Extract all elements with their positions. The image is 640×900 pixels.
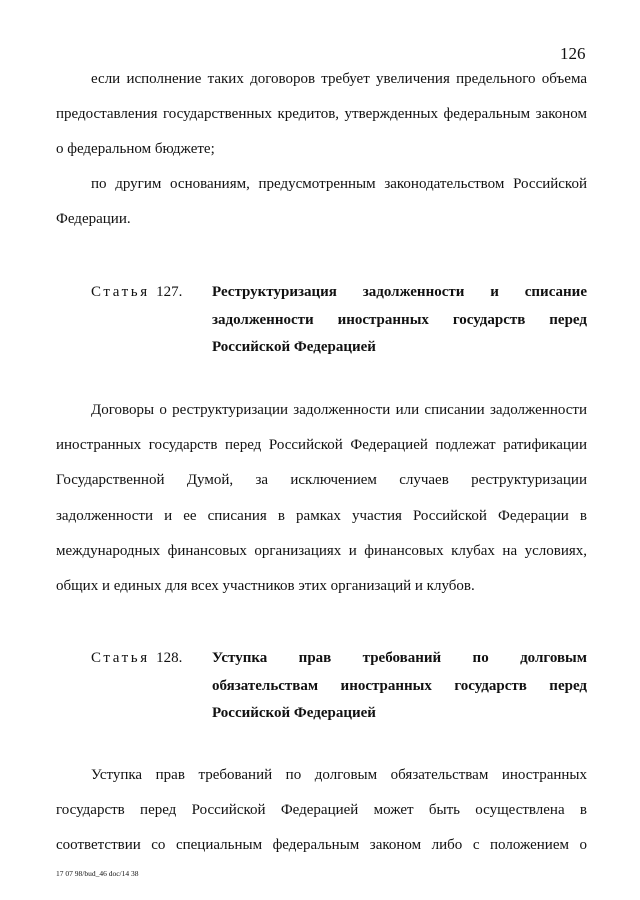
page-number: 126: [560, 44, 586, 63]
article-127-body-line: Договоры о реструктуризации задолженности или списании задолженности: [91, 402, 587, 418]
article-127-body-line: общих и единых для всех участников этих организаций и клубов.: [56, 578, 475, 594]
article-127-heading-line: Российской Федерацией: [212, 339, 376, 355]
article-127-heading-line: задолженности иностранных государств перед: [212, 312, 587, 328]
paragraph-line: Федерации.: [56, 211, 131, 227]
article-128-heading-line: Уступка прав требований по долговым: [212, 650, 587, 666]
paragraph-line: о федеральном бюджете;: [56, 141, 215, 157]
paragraph-line: если исполнение таких договоров требует увеличения предельного объема: [91, 71, 587, 87]
article-127-word: Статья: [91, 284, 150, 300]
article-128-body-line: Уступка прав требований по долговым обязательствам иностранных: [91, 767, 587, 783]
article-127-body-line: международных финансовых организациях и финансовых клубах на условиях,: [56, 543, 587, 559]
article-128-body-line: государств перед Российской Федерацией может быть осуществлена в: [56, 802, 587, 818]
article-128-heading-line: обязательствам иностранных государств перед: [212, 678, 587, 694]
article-127-label: [91, 284, 182, 301]
article-128-number: 128.: [156, 650, 183, 666]
article-128-heading-line: Российской Федерацией: [212, 705, 376, 721]
article-127-body-line: задолженности и ее списания в рамках участия Российской Федерации в: [56, 508, 587, 524]
footer-file-reference: 17 07 98/bud_46 doc/14 38: [56, 869, 139, 878]
article-127-number: 127.: [156, 284, 183, 300]
article-128-label: [91, 650, 182, 667]
article-127-body-line: иностранных государств перед Российской Федерацией подлежат ратификации: [56, 437, 587, 453]
paragraph-line: по другим основаниям, предусмотренным законодательством Российской: [91, 176, 587, 192]
article-127-body-line: Государственной Думой, за исключением случаев реструктуризации: [56, 472, 587, 488]
article-128-body-line: соответствии со специальным федеральным законом либо с положением о: [56, 837, 587, 853]
paragraph-line: предоставления государственных кредитов, утвержденных федеральным законом: [56, 106, 587, 122]
article-127-heading-line: Реструктуризация задолженности и списание: [212, 284, 587, 300]
article-128-word: Статья: [91, 650, 150, 666]
